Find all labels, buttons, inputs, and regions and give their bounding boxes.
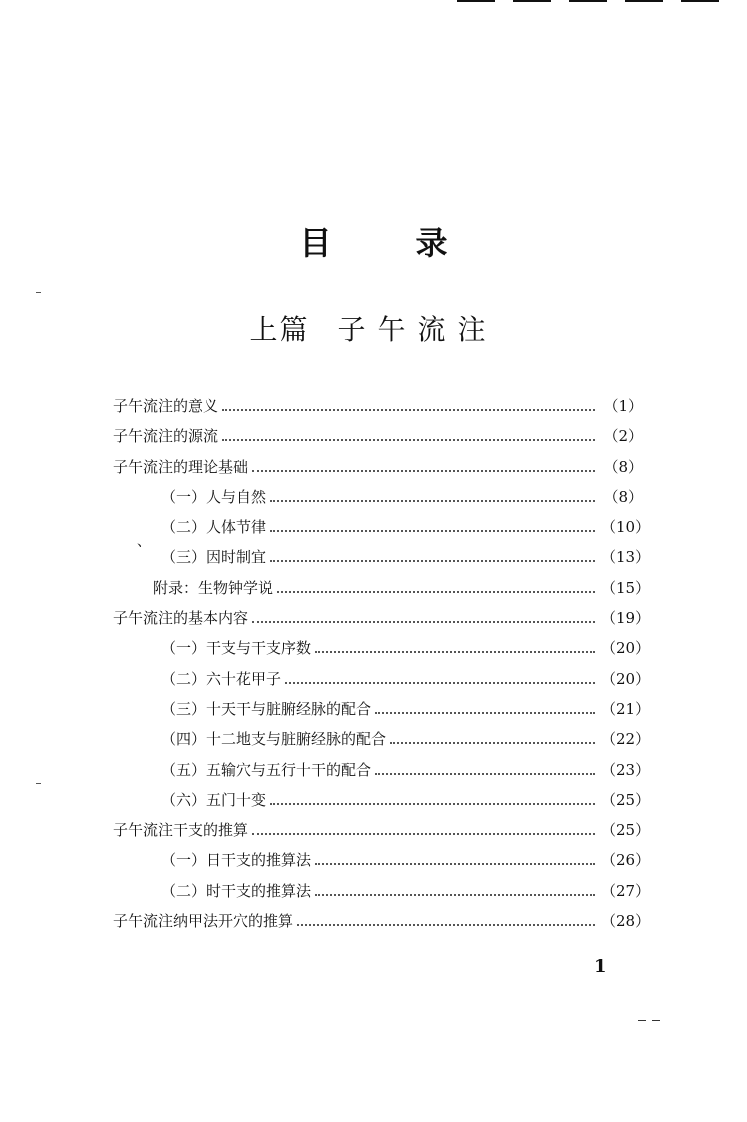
toc-entry-label: （一）日干支的推算法 (161, 851, 312, 870)
toc-leader-dots (222, 409, 595, 411)
toc-entry-page: （10） (601, 518, 651, 537)
toc-entry-page: （13） (601, 548, 651, 567)
toc-leader-dots (375, 773, 595, 775)
toc-entry[interactable] (113, 728, 651, 758)
page-title: 目录 (299, 224, 532, 262)
toc-entry-page: （20） (601, 669, 651, 688)
toc-entry-page: （8） (603, 457, 643, 476)
bottom-edge-marks (638, 1020, 660, 1021)
toc-leader-dots (252, 470, 595, 472)
edge-mark (457, 0, 495, 2)
toc-entry[interactable] (113, 546, 651, 576)
toc-entry[interactable] (113, 577, 651, 607)
toc-entry-label: 子午流注的理论基础 (113, 457, 249, 476)
toc-entry-label: 子午流注的源流 (113, 427, 219, 446)
toc-leader-dots (285, 682, 595, 684)
toc-entry[interactable] (113, 456, 643, 486)
toc-entry-page: （19） (601, 609, 651, 628)
toc-entry-label: （三）十天干与脏腑经脉的配合 (161, 699, 372, 718)
toc-entry-label: （四）十二地支与脏腑经脉的配合 (161, 730, 387, 749)
edge-mark (652, 1020, 660, 1021)
stray-dot: 、 (137, 534, 151, 550)
toc-entry-label: （一）干支与干支序数 (161, 639, 312, 658)
toc-entry-label: （二）人体节律 (161, 518, 267, 537)
toc-leader-dots (252, 833, 595, 835)
toc-entry-label: （三）因时制宜 (161, 548, 267, 567)
toc-leader-dots (270, 500, 595, 502)
edge-mark (625, 0, 663, 2)
toc-leader-dots (270, 560, 595, 562)
toc-leader-dots (297, 924, 595, 926)
section-part-label: 上篇 (249, 313, 310, 346)
toc-entry-page: （21） (601, 699, 651, 718)
section-name: 子午流注 (337, 313, 498, 346)
toc-entry[interactable] (113, 637, 651, 667)
toc-entry[interactable] (113, 395, 643, 425)
toc-leader-dots (390, 742, 595, 744)
toc-entry-label: （二）六十花甲子 (161, 669, 282, 688)
edge-mark (513, 0, 551, 2)
toc-entry[interactable] (113, 516, 651, 546)
edge-mark (681, 0, 719, 2)
margin-tick (36, 292, 41, 293)
table-of-contents (113, 395, 651, 940)
toc-leader-dots (222, 439, 595, 441)
page-number: 1 (594, 956, 607, 977)
toc-entry-page: （8） (603, 487, 643, 506)
toc-entry-label: （一）人与自然 (161, 487, 267, 506)
toc-entry[interactable] (113, 668, 651, 698)
toc-entry-label: （五）五输穴与五行十干的配合 (161, 760, 372, 779)
toc-entry-label: 附录：生物钟学说 (153, 578, 274, 597)
toc-entry-page: （22） (601, 730, 651, 749)
toc-entry[interactable] (113, 607, 651, 637)
edge-mark (569, 0, 607, 2)
toc-leader-dots (277, 591, 595, 593)
toc-entry[interactable] (113, 910, 651, 940)
toc-leader-dots (315, 863, 595, 865)
toc-entry-label: （六）五门十变 (161, 790, 267, 809)
toc-leader-dots (315, 651, 595, 653)
toc-entry-page: （2） (603, 427, 643, 446)
toc-entry[interactable] (113, 789, 651, 819)
toc-entry-page: （15） (601, 578, 651, 597)
toc-entry-page: （27） (601, 881, 651, 900)
toc-entry-page: （25） (601, 790, 651, 809)
margin-tick (36, 783, 41, 784)
toc-entry-label: 子午流注纳甲法开穴的推算 (113, 912, 294, 931)
toc-entry[interactable] (113, 486, 643, 516)
toc-entry-label: 子午流注的意义 (113, 397, 219, 415)
toc-entry-page: （28） (601, 912, 651, 931)
toc-leader-dots (270, 530, 595, 532)
toc-entry-label: 子午流注干支的推算 (113, 821, 249, 840)
edge-mark (638, 1020, 646, 1021)
toc-entry-page: （26） (601, 851, 651, 870)
toc-entry[interactable] (113, 698, 651, 728)
toc-entry[interactable] (113, 849, 651, 879)
toc-entry-label: （二）时干支的推算法 (161, 881, 312, 900)
top-edge-marks (457, 0, 719, 2)
toc-entry-page: （20） (601, 639, 651, 658)
toc-entry[interactable] (113, 819, 651, 849)
toc-entry-page: （1） (603, 397, 643, 415)
toc-leader-dots (252, 621, 595, 623)
toc-entry[interactable] (113, 425, 643, 455)
toc-leader-dots (315, 894, 595, 896)
toc-leader-dots (375, 712, 595, 714)
toc-leader-dots (270, 803, 595, 805)
toc-entry-page: （23） (601, 760, 651, 779)
toc-entry[interactable] (113, 759, 651, 789)
toc-entry-label: 子午流注的基本内容 (113, 609, 249, 628)
toc-entry[interactable] (113, 880, 651, 910)
toc-entry-page: （25） (601, 821, 651, 840)
section-heading (0, 308, 747, 348)
